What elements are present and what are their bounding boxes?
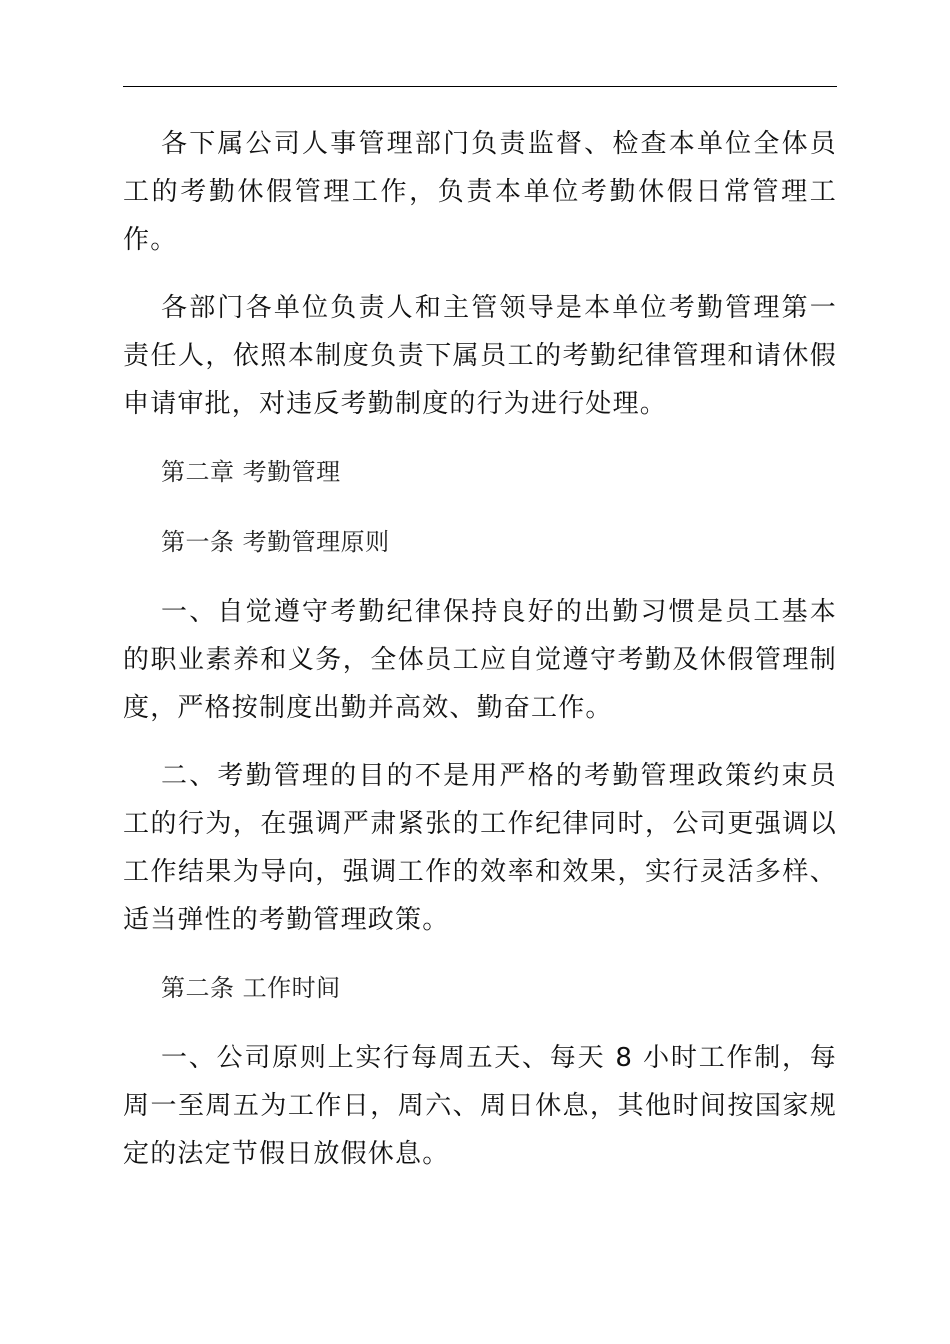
article-heading-1: 第一条 考勤管理原则 [161, 528, 390, 556]
paragraph-supervision: 各下属公司人事管理部门负责监督、检查本单位全体员工的考勤休假管理工作，负责本单位考勤休假日常管理工作。 [123, 129, 837, 255]
paragraph-principle-1: 一、自觉遵守考勤纪律保持良好的出勤习惯是员工基本的职业素养和义务，全体员工应自觉遵守考勤及休假管理制度，严格按制度出勤并高效、勤奋工作。 [123, 597, 837, 723]
document-body [123, 120, 837, 1198]
article-heading-2: 第二条 工作时间 [161, 974, 341, 1002]
paragraph-principle-2: 二、考勤管理的目的不是用严格的考勤管理政策约束员工的行为，在强调严肃紧张的工作纪律同时，公司更强调以工作结果为导向，强调工作的效率和效果，实行灵活多样、适当弹性的考勤管理政策。 [123, 761, 837, 935]
paragraph-responsibility: 各部门各单位负责人和主管领导是本单位考勤管理第一责任人，依照本制度负责下属员工的考勤纪律管理和请休假申请审批，对违反考勤制度的行为进行处理。 [123, 293, 837, 419]
paragraph-work-hours: 一、公司原则上实行每周五天、每天 8 小时工作制，每周一至周五为工作日，周六、周日休息，其他时间按国家规定的法定节假日放假休息。 [123, 1043, 837, 1169]
chapter-heading: 第二章 考勤管理 [161, 458, 341, 486]
header-rule [123, 86, 837, 87]
